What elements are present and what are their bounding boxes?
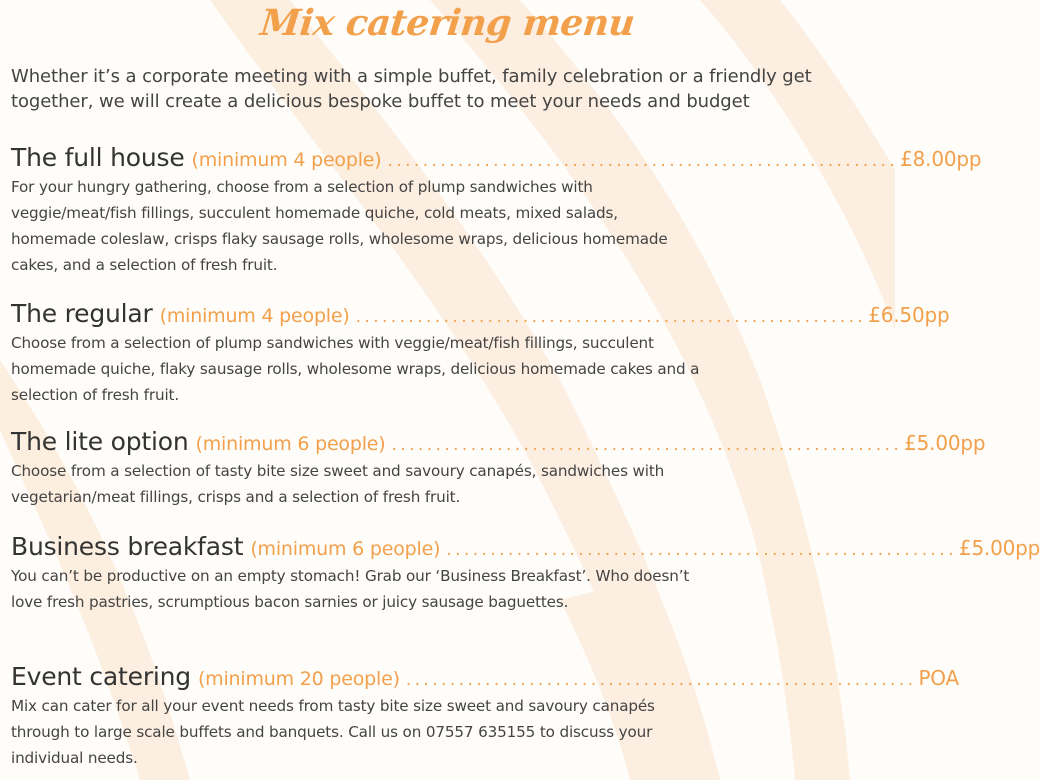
item-name: Event catering: [11, 662, 191, 691]
item-price: £6.50pp: [868, 303, 950, 327]
menu-item-heading: [11, 662, 959, 694]
item-description: Choose from a selection of tasty bite size sweet and savoury canapés, sandwiches with vegetarian/meat fillings, crisps and a selection of fresh fruit.: [11, 462, 665, 506]
item-price: £5.00pp: [904, 431, 986, 455]
item-name: The regular: [11, 299, 153, 328]
dot-leader: ..........................................................: [446, 540, 957, 560]
item-name: Business breakfast: [11, 532, 244, 561]
menu-item-regular: [11, 299, 950, 408]
item-price: POA: [918, 666, 959, 690]
item-minimum: (minimum 6 people): [250, 538, 441, 560]
item-description: You can’t be productive on an empty stomach! Grab our ‘Business Breakfast’. Who doesn’t love fresh pastries, scrumptious bacon sarnies or juicy sausage baguettes.: [11, 567, 690, 611]
item-minimum: (minimum 4 people): [159, 305, 350, 327]
menu-item-heading: [11, 532, 1040, 564]
menu-title: Mix catering menu: [258, 2, 637, 44]
menu-item-event-catering: [11, 662, 959, 771]
item-description: For your hungry gathering, choose from a selection of plump sandwiches with veggie/meat/fish fillings, succulent homemade quiche, cold meats, mixed salads, homemade coleslaw, crisps flaky sausage rolls, wholesome wraps, delicious homemade cakes, and a selection of fresh fruit.: [11, 178, 668, 274]
item-minimum: (minimum 20 people): [197, 668, 400, 690]
item-price: £5.00pp: [958, 536, 1040, 560]
dot-leader: ..........................................................: [405, 670, 917, 690]
item-price: £8.00pp: [900, 147, 982, 171]
menu-item-business-breakfast: [11, 532, 1040, 615]
item-minimum: (minimum 4 people): [191, 149, 382, 171]
dot-leader: ..........................................................: [387, 151, 899, 171]
item-minimum: (minimum 6 people): [195, 433, 386, 455]
item-description: Choose from a selection of plump sandwiches with veggie/meat/fish fillings, succulent homemade quiche, flaky sausage rolls, wholesome wraps, delicious homemade cakes and a selection of fresh fruit.: [11, 334, 700, 404]
dot-leader: ..........................................................: [355, 307, 867, 327]
menu-intro: Whether it’s a corporate meeting with a simple buffet, family celebration or a friendly get together, we will create a delicious bespoke buffet to meet your needs and budget: [11, 66, 812, 112]
menu-item-heading: [11, 299, 950, 331]
menu-item-full-house: [11, 143, 982, 278]
dot-leader: ..........................................................: [391, 435, 903, 455]
menu-item-lite-option: [11, 427, 986, 510]
item-name: The full house: [11, 143, 185, 172]
menu-item-heading: [11, 427, 986, 459]
item-description: Mix can cater for all your event needs from tasty bite size sweet and savoury canapés through to large scale buffets and banquets. Call us on 07557 635155 to discuss your individual needs.: [11, 697, 655, 767]
menu-item-heading: [11, 143, 982, 175]
item-name: The lite option: [11, 427, 189, 456]
